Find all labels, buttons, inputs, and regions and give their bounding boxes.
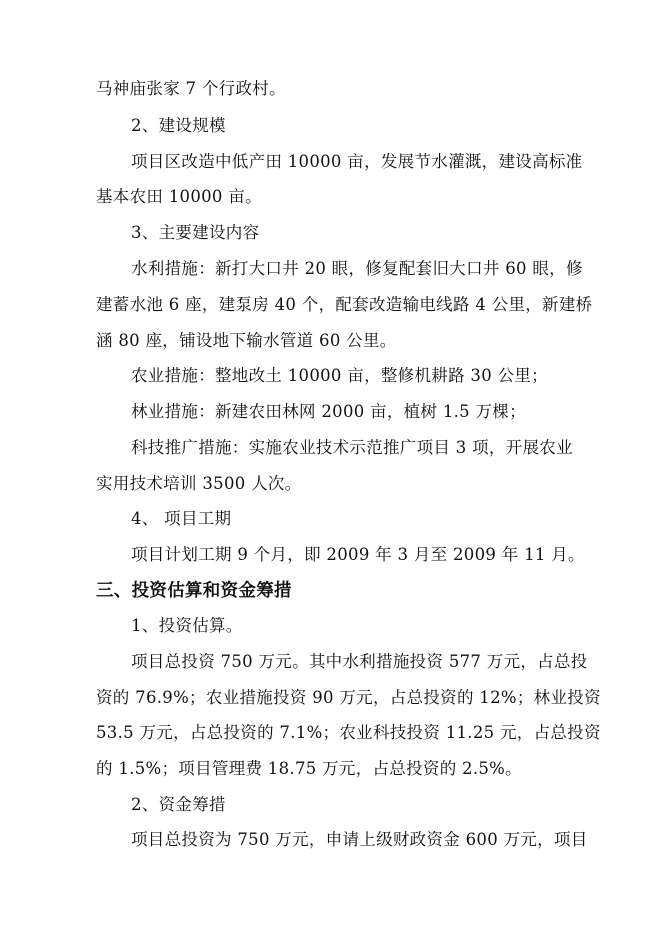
text-line-19: 53.5 万元，占总投资的 7.1%；农业科技投资 11.25 元，占总投资 — [96, 723, 601, 742]
text-line-6: 水利措施：新打大口井 20 眼，修复配套旧大口井 60 眼，修 — [131, 259, 583, 278]
text-line-7: 建蓄水池 6 座，建泵房 40 个，配套改造输电线路 4 公里，新建桥 — [96, 295, 593, 314]
text-line-1: 马神庙张家 7 个行政村。 — [96, 79, 286, 98]
text-line-20: 的 1.5%；项目管理费 18.75 万元，占总投资的 2.5%。 — [96, 759, 522, 778]
text-line-10: 林业措施：新建农田林网 2000 亩，植树 1.5 万棵； — [131, 402, 526, 421]
subsection-heading-fund-raising: 2、资金筹措 — [131, 795, 226, 814]
section-heading-investment: 三、投资估算和资金筹措 — [96, 581, 292, 601]
text-line-9: 农业措施：整地改土 10000 亩，整修机耕路 30 公里； — [131, 366, 548, 385]
text-line-17: 项目总投资 750 万元。其中水利措施投资 577 万元，占总投 — [131, 652, 588, 671]
subsection-heading-project-period: 4、 项目工期 — [131, 509, 232, 528]
text-line-11: 科技推广措施：实施农业技术示范推广项目 3 项，开展农业 — [131, 438, 573, 457]
text-line-14: 项目计划工期 9 个月，即 2009 年 3 月至 2009 年 11 月。 — [131, 545, 585, 564]
text-line-18: 资的 76.9%；农业措施投资 90 万元，占总投资的 12%；林业投资 — [96, 688, 601, 707]
subsection-heading-construction-scale: 2、建设规模 — [131, 116, 226, 135]
subsection-heading-main-content: 3、主要建设内容 — [131, 223, 260, 242]
text-line-4: 基本农田 10000 亩。 — [96, 187, 262, 206]
subsection-heading-investment-estimate: 1、投资估算。 — [131, 616, 243, 635]
text-line-3: 项目区改造中低产田 10000 亩，发展节水灌溉，建设高标准 — [131, 152, 583, 171]
text-line-22: 项目总投资为 750 万元，申请上级财政资金 600 万元，项目 — [131, 830, 588, 849]
text-line-8: 涵 80 座，铺设地下输水管道 60 公里。 — [96, 331, 397, 350]
text-line-12: 实用技术培训 3500 人次。 — [96, 474, 302, 493]
